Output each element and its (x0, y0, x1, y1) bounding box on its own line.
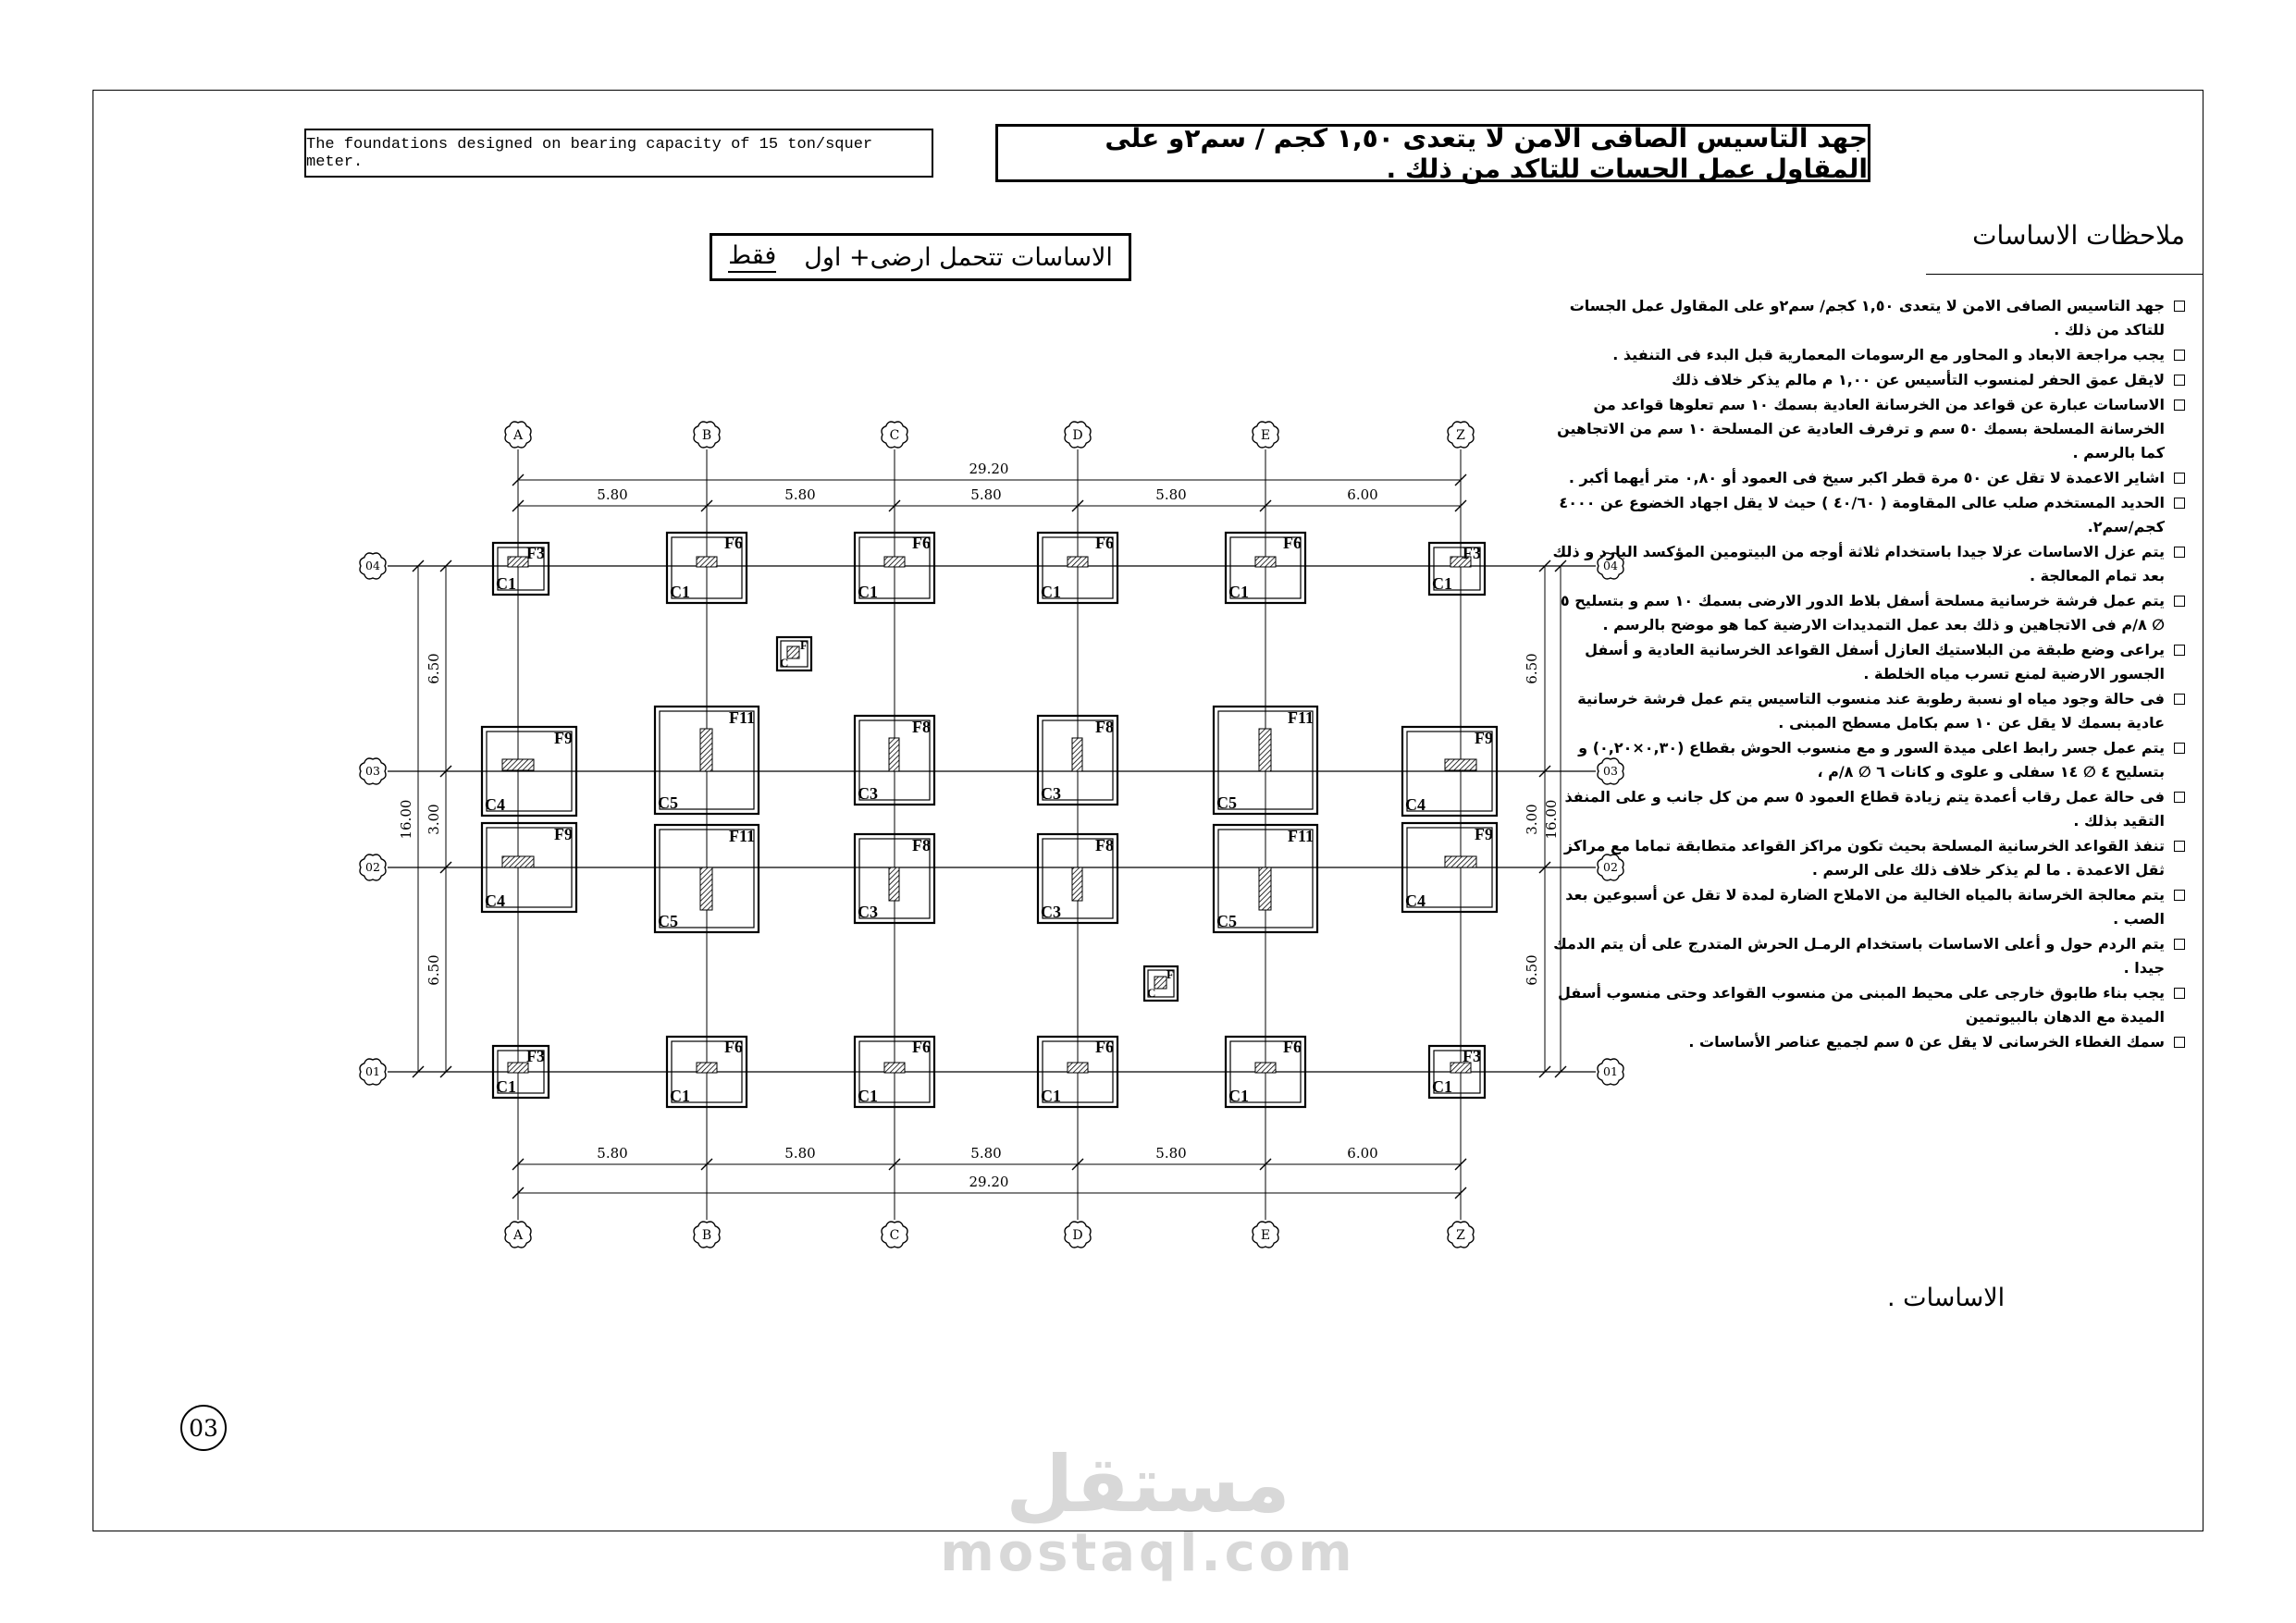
svg-text:F9: F9 (1475, 729, 1493, 747)
svg-text:D: D (1072, 428, 1083, 443)
footing-label: F3 (526, 544, 545, 562)
sheet-bottom-label: الاساسات . (1887, 1284, 2006, 1312)
dim-span: 5.80 (784, 486, 816, 503)
square-bullet-icon (2174, 792, 2185, 803)
svg-text:F11: F11 (728, 827, 755, 845)
note-item: فى حالة وجود مياه او نسبة رطوبة عند منسوب التاسيس يتم عمل فرشة خرسانية عادية بسمك لا يقل عن ١٠ سم بكامل مسطح المبنى . (1547, 687, 2185, 735)
svg-text:C4: C4 (485, 795, 505, 814)
grid-bubble-col (505, 422, 531, 448)
dim-span: 5.80 (970, 486, 1002, 503)
svg-text:F11: F11 (728, 708, 755, 727)
dim-row-span: 3.00 (1524, 804, 1540, 835)
svg-text:F11: F11 (1287, 708, 1314, 727)
square-bullet-icon (2174, 547, 2185, 558)
grid-bubble-row (1598, 1059, 1623, 1085)
grid-bubble-row (360, 1059, 386, 1085)
svg-text:01: 01 (1603, 1064, 1618, 1078)
dim-span: 5.80 (970, 1145, 1002, 1162)
svg-text:C1: C1 (1228, 583, 1249, 601)
watermark-logo: مستقل (1006, 1439, 1290, 1530)
svg-text:C5: C5 (658, 793, 678, 812)
dim-span: 5.80 (1155, 486, 1187, 503)
square-bullet-icon (2174, 596, 2185, 607)
square-bullet-icon (2174, 743, 2185, 754)
dim-span: 5.80 (1155, 1145, 1187, 1162)
square-bullet-icon (2174, 350, 2185, 361)
svg-text:C: C (889, 1228, 900, 1243)
square-bullet-icon (2174, 939, 2185, 950)
arabic-note-text: جهد التاسيس الصافى الامن لا يتعدى ١,٥٠ كجم / سم٢و على المقاول عمل الجسات للتاكد من ذلك . (1105, 122, 1868, 184)
note-item: يجب مراجعة الابعاد و المحاور مع الرسومات المعمارية قبل البدء فى التنفيذ . (1547, 343, 2185, 367)
svg-text:A: A (512, 428, 524, 443)
svg-text:F3: F3 (1463, 1047, 1481, 1065)
note-item: يجب بناء طابوق خارجى على محيط المبنى من منسوب القواعد وحتى منسوب أسفل الميدة مع الدهان بالبيوتمين (1547, 981, 2185, 1029)
svg-text:Z: Z (1456, 1228, 1465, 1243)
grid-bubble-col (1448, 1222, 1474, 1248)
grid-bubble-col (694, 1222, 720, 1248)
svg-text:F6: F6 (1283, 1038, 1302, 1056)
svg-text:03: 03 (1603, 764, 1618, 778)
dim-span: 6.00 (1347, 486, 1378, 503)
footing-legend (1144, 966, 1178, 1001)
svg-text:C1: C1 (1228, 1087, 1249, 1105)
english-note-box (304, 129, 933, 178)
svg-text:C3: C3 (1041, 903, 1061, 921)
square-bullet-icon (2174, 301, 2185, 312)
svg-text:F8: F8 (1095, 836, 1114, 855)
grid-bubble-col (882, 1222, 907, 1248)
svg-text:Z: Z (1456, 428, 1465, 443)
svg-text:F9: F9 (1475, 825, 1493, 843)
svg-text:F6: F6 (912, 1038, 931, 1056)
grid-bubble-row (360, 855, 386, 880)
note-item: فى حالة عمل رقاب أعمدة يتم زيادة قطاع العمود ٥ سم من كل جانب و على المنفذ التقيد بذلك . (1547, 785, 2185, 833)
note-item: يراعى وضع طبقة من البلاستيك العازل أسفل القواعد الخرسانية العادية و أسفل الجسور الارضية لمنع تسرب مياه الخلطة . (1547, 638, 2185, 686)
square-bullet-icon (2174, 400, 2185, 411)
svg-text:F9: F9 (554, 825, 573, 843)
svg-text:C3: C3 (858, 903, 878, 921)
svg-text:03: 03 (365, 764, 380, 778)
svg-text:F: F (1167, 967, 1174, 981)
svg-text:C4: C4 (485, 891, 505, 910)
svg-text:C1: C1 (670, 583, 690, 601)
english-note-text: The foundations designed on bearing capacity of 15 ton/squer meter. (306, 135, 873, 171)
grid-bubble-col (694, 422, 720, 448)
svg-text:F6: F6 (912, 534, 931, 552)
note-item: تنفذ القواعد الخرسانية المسلحة بحيث تكون مراكز القواعد متطابقة تماما مع مراكز ثقل الاعمدة . ما لم يذكر خلاف ذلك على الرسم . (1547, 834, 2185, 882)
svg-text:D: D (1072, 1228, 1083, 1243)
notes-heading-rule (1926, 274, 2203, 275)
svg-text:C: C (1147, 986, 1156, 1000)
dim-total-height-right: 16.00 (1543, 799, 1560, 840)
svg-text:F3: F3 (526, 1047, 545, 1065)
svg-text:C3: C3 (858, 784, 878, 803)
note-item: الحديد المستخدم صلب عالى المقاومة ( ٤٠/٦٠ ) حيث لا يقل اجهاد الخضوع عن ٤٠٠٠ كجم/سم٢. (1547, 491, 2185, 539)
footing (493, 543, 549, 595)
svg-text:B: B (701, 1228, 712, 1243)
svg-text:F6: F6 (1095, 534, 1114, 552)
dim-total-width-bottom: 29.20 (969, 1174, 1009, 1190)
dim-span: 5.80 (597, 1145, 628, 1162)
watermark-domain: mostaql.com (940, 1523, 1356, 1583)
grid-bubble-col (1065, 1222, 1091, 1248)
svg-text:C1: C1 (496, 1077, 516, 1096)
dim-span: 5.80 (597, 486, 628, 503)
grid-bubble-col (1448, 422, 1474, 448)
sheet-number-badge (180, 1405, 227, 1451)
svg-text:04: 04 (365, 559, 380, 572)
svg-text:E: E (1260, 1228, 1271, 1243)
svg-text:F8: F8 (1095, 718, 1114, 736)
square-bullet-icon (2174, 988, 2185, 999)
note-item: لايقل عمق الحفر لمنسوب التأسيس عن ١,٠٠ م مالم يذكر خلاف ذلك (1547, 368, 2185, 392)
note-item: سمك الغطاء الخرسانى لا يقل عن ٥ سم لجميع عناصر الأساسات . (1547, 1030, 2185, 1054)
square-bullet-icon (2174, 841, 2185, 852)
svg-text:F3: F3 (1463, 544, 1481, 562)
plan-title-text: الاساسات تتحمل ارضى+ اول (804, 242, 1113, 272)
svg-text:04: 04 (1603, 559, 1618, 572)
note-item: الاساسات عبارة عن قواعد من الخرسانة العادية بسمك ١٠ سم تعلوها قواعد من الخرسانة المسلحة بسمك ٥٠ سم و ترفرف العادية عن المسلحة ١٠ سم من الاتجاهين كما بالرسم . (1547, 393, 2185, 465)
svg-text:01: 01 (365, 1064, 380, 1078)
svg-text:B: B (701, 428, 712, 443)
svg-text:F8: F8 (912, 836, 931, 855)
square-bullet-icon (2174, 473, 2185, 484)
dim-row-span: 3.00 (426, 804, 442, 835)
dim-row-span: 6.50 (426, 954, 442, 986)
svg-text:F8: F8 (912, 718, 931, 736)
square-bullet-icon (2174, 498, 2185, 509)
footings (482, 533, 1497, 1107)
svg-text:C4: C4 (1405, 891, 1426, 910)
notes-heading: ملاحظات الاساسات (1972, 220, 2185, 251)
svg-text:C1: C1 (858, 1087, 878, 1105)
grid-bubble-col (1253, 422, 1278, 448)
grid-bubble-col (882, 422, 907, 448)
dim-total-height-left: 16.00 (398, 799, 414, 840)
square-bullet-icon (2174, 694, 2185, 705)
footing-legend (777, 637, 811, 670)
svg-text:F6: F6 (724, 1038, 743, 1056)
arabic-note-box (995, 124, 1870, 182)
grid-bubble-col (1065, 422, 1091, 448)
svg-text:F9: F9 (554, 729, 573, 747)
svg-text:F6: F6 (1283, 534, 1302, 552)
dimension-lines (398, 461, 1566, 1199)
note-item: يتم عمل جسر رابط اعلى ميدة السور و مع منسوب الحوش بقطاع (٠,٣٠×٠,٢٠) و بتسليح ٤ ∅ ١٤ سفلى و علوى و كانات ٦ ∅ ٨/م ، (1547, 736, 2185, 784)
svg-text:C1: C1 (1041, 1087, 1061, 1105)
svg-text:C: C (889, 428, 900, 443)
note-item: يتم معالجة الخرسانة بالمياه الخالية من الاملاح الضارة لمدة لا تقل عن أسبوعين بعد الصب . (1547, 883, 2185, 931)
dim-row-span: 6.50 (1524, 653, 1540, 684)
svg-text:F11: F11 (1287, 827, 1314, 845)
svg-text:C4: C4 (1405, 795, 1426, 814)
footing (1429, 543, 1485, 595)
dim-row-span: 6.50 (426, 653, 442, 684)
svg-text:C3: C3 (1041, 784, 1061, 803)
note-item: يتم عزل الاساسات عزلا جيدا باستخدام ثلاثة أوجه من البيتومين المؤكسد البارد و ذلك بعد تمام المعالجة . (1547, 540, 2185, 588)
square-bullet-icon (2174, 645, 2185, 656)
svg-text:C: C (780, 656, 789, 670)
svg-text:C1: C1 (670, 1087, 690, 1105)
sheet-number: 03 (189, 1414, 218, 1442)
svg-text:F6: F6 (1095, 1038, 1114, 1056)
dim-row-span: 6.50 (1524, 954, 1540, 986)
svg-text:02: 02 (1603, 860, 1618, 874)
svg-text:F6: F6 (724, 534, 743, 552)
note-item: يتم عمل فرشة خرسانية مسلحة أسفل بلاط الدور الارضى بسمك ١٠ سم و بتسليح ٥ ∅ ٨/م فى الاتجاهين و ذلك بعد عمل التمديدات الارضية كما هو موضح بالرسم . (1547, 589, 2185, 637)
grid-bubble-col (1253, 1222, 1278, 1248)
plan-title-box (710, 233, 1131, 281)
square-bullet-icon (2174, 375, 2185, 386)
column-label: C1 (496, 574, 516, 593)
plan-title-suffix: فقط (728, 241, 776, 273)
foundation-notes-list (1547, 294, 2185, 1055)
svg-text:C1: C1 (1432, 574, 1452, 593)
svg-text:C5: C5 (1216, 793, 1237, 812)
square-bullet-icon (2174, 1037, 2185, 1048)
note-item: اشاير الاعمدة لا تقل عن ٥٠ مرة قطر اكبر سيخ فى العمود أو ٠,٨٠ متر أيهما أكبر . (1547, 466, 2185, 490)
svg-text:C5: C5 (658, 912, 678, 930)
note-item: يتم الردم حول و أعلى الاساسات باستخدام الرمـل الحرش المتدرج على أن يتم الدمك جيدا . (1547, 932, 2185, 980)
svg-text:02: 02 (365, 860, 380, 874)
svg-text:C1: C1 (1041, 583, 1061, 601)
dim-span: 6.00 (1347, 1145, 1378, 1162)
svg-text:C1: C1 (1432, 1077, 1452, 1096)
svg-text:C1: C1 (858, 583, 878, 601)
dim-span: 5.80 (784, 1145, 816, 1162)
svg-text:C5: C5 (1216, 912, 1237, 930)
svg-text:E: E (1260, 428, 1271, 443)
grid-bubble-row (360, 758, 386, 784)
svg-text:A: A (512, 1228, 524, 1243)
note-item: جهد التاسيس الصافى الامن لا يتعدى ١,٥٠ كجم/ سم٢و على المقاول عمل الجسات للتاكد من ذلك . (1547, 294, 2185, 342)
square-bullet-icon (2174, 890, 2185, 901)
dim-total-width-top: 29.20 (969, 461, 1009, 477)
grid-bubble-col (505, 1222, 531, 1248)
grid-bubble-row (360, 553, 386, 579)
svg-text:F: F (800, 638, 808, 652)
